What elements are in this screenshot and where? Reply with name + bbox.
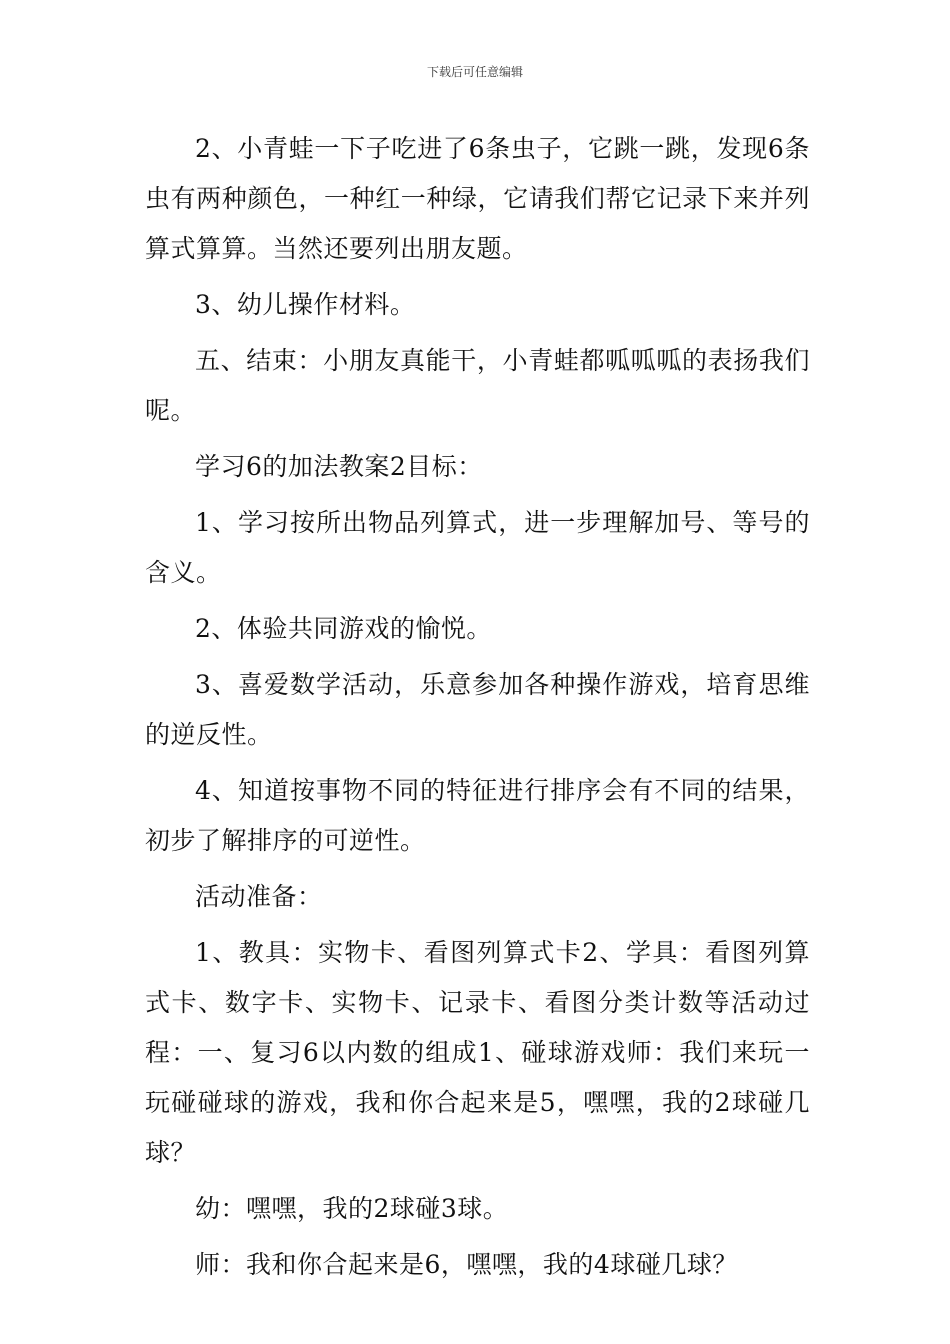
paragraph: 五、结束：小朋友真能干，小青蛙都呱呱呱的表扬我们呢。 <box>145 346 810 425</box>
paragraph: 3、幼儿操作材料。 <box>195 290 416 319</box>
page-header-note: 下载后可任意编辑 <box>426 65 523 79</box>
paragraph: 3、喜爱数学活动，乐意参加各种操作游戏，培育思维的逆反性。 <box>145 670 810 749</box>
paragraph: 2、体验共同游戏的愉悦。 <box>195 614 492 643</box>
paragraph: 4、知道按事物不同的特征进行排序会有不同的结果，初步了解排序的可逆性。 <box>145 776 810 855</box>
document-body <box>145 124 810 1296</box>
paragraph: 1、学习按所出物品列算式，进一步理解加号、等号的含义。 <box>145 508 810 587</box>
paragraph: 幼：嘿嘿，我的2球碰3球。 <box>195 1194 509 1223</box>
paragraph: 活动准备： <box>195 882 323 911</box>
paragraph: 2、小青蛙一下子吃进了6条虫子，它跳一跳，发现6条虫有两种颜色，一种红一种绿，它请我们帮它记录下来并列算式算算。当然还要列出朋友题。 <box>145 134 810 263</box>
paragraph: 学习6的加法教案2目标： <box>195 452 483 481</box>
paragraph: 师：我和你合起来是6，嘿嘿，我的4球碰几球？ <box>195 1250 738 1279</box>
paragraph: 1、教具：实物卡、看图列算式卡2、学具：看图列算式卡、数字卡、实物卡、记录卡、看图分类计数等活动过程：一、复习6以内数的组成1、碰球游戏师：我们来玩一玩碰碰球的游戏，我和你合起来是5，嘿嘿，我的2球碰几球？ <box>145 938 810 1167</box>
